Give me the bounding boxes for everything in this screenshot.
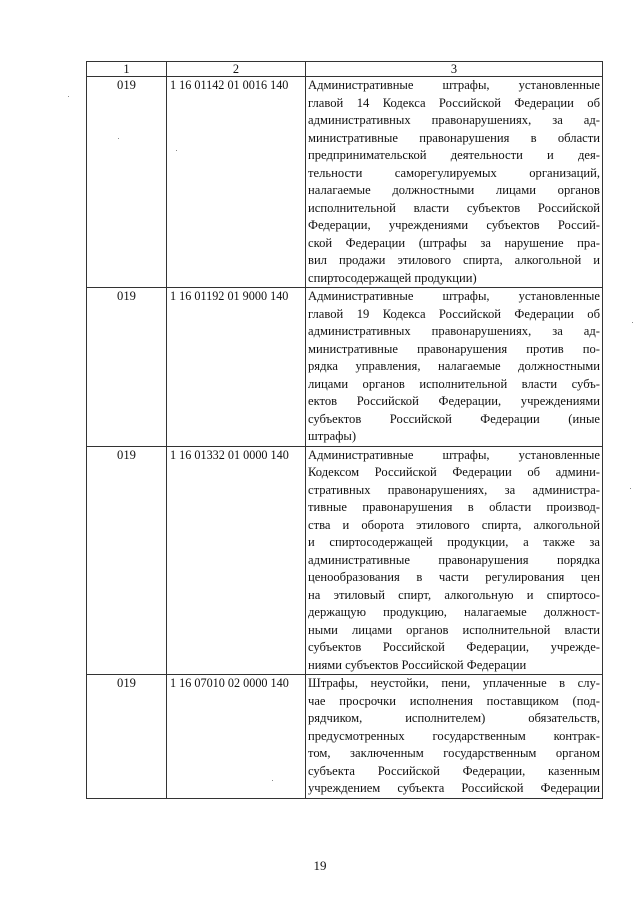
- table-header-row: [87, 62, 603, 77]
- description-line: штрафы): [308, 429, 357, 443]
- description-line: административных правонарушениях, за ад-: [308, 324, 600, 338]
- description-line: держащую продукцию, налагаемые должност-: [308, 605, 600, 619]
- description-line: тивные правонарушения в области производ-: [308, 500, 600, 514]
- description-line: ской Федерации (штрафы за нарушение пра-: [308, 235, 600, 250]
- description-line: рядчиком, исполнителем) обязательств,: [308, 711, 600, 725]
- description-cell: [306, 77, 603, 288]
- table-row: [87, 446, 603, 675]
- description-line: вил продажи этилового спирта, алкогольной и: [308, 253, 600, 267]
- description-line: чае просрочки исполнения поставщиком (под-: [308, 693, 600, 708]
- description-line: том, заключенным государственным органом: [308, 746, 600, 760]
- description-line: Федерации, учреждениями субъектов Россий-: [308, 218, 600, 232]
- description-line: главой 14 Кодекса Российской Федерации об: [308, 95, 600, 110]
- description-line: главой 19 Кодекса Российской Федерации об: [308, 306, 600, 321]
- description-line: лицами органов исполнительной власти субъ-: [308, 376, 600, 391]
- description-line: спиртосодержащей продукции): [308, 270, 477, 285]
- table-row: [87, 77, 603, 288]
- description-line: ными лицами органов исполнительной власти: [308, 622, 600, 637]
- description-line: административные правонарушения порядка: [308, 552, 600, 567]
- description-line: министративные правонарушения против по-: [308, 341, 600, 356]
- page-number: 19: [313, 858, 327, 873]
- kbk-code-cell: 1 16 01192 01 9000 140: [167, 288, 306, 447]
- kbk-code-cell: 1 16 01332 01 0000 140: [167, 446, 306, 675]
- description-line: ценообразования в части регулирования цен: [308, 570, 600, 584]
- header-col-2: 2: [167, 62, 306, 77]
- description-line: ства и оборота этилового спирта, алкогольной: [308, 517, 600, 532]
- description-line: ниями субъектов Российской Федерации: [308, 657, 527, 672]
- description-line: Административные штрафы, установленные: [308, 289, 600, 303]
- scan-speck: [176, 150, 177, 151]
- description-line: стративных правонарушениях, за администра-: [308, 482, 600, 497]
- description-line: субъекта Российской Федерации, казенным: [308, 763, 600, 778]
- description-line: административных правонарушениях, за ад-: [308, 113, 600, 127]
- scan-speck: [68, 96, 69, 97]
- admin-code-cell: 019: [87, 446, 167, 675]
- description-line: субъектов Российской Федерации, учрежде-: [308, 640, 600, 654]
- description-line: субъектов Российской Федерации (иные: [308, 411, 600, 426]
- scan-speck: [630, 488, 631, 489]
- scan-speck: [632, 322, 633, 323]
- description-line: тельности саморегулируемых организаций,: [308, 165, 600, 180]
- description-line: министративные правонарушения в области: [308, 130, 600, 145]
- description-line: Административные штрафы, установленные: [308, 78, 600, 92]
- description-line: рядка управления, налагаемые должностными: [308, 359, 600, 373]
- admin-code-cell: 019: [87, 675, 167, 799]
- scan-speck: [118, 138, 119, 139]
- description-line: Кодексом Российской Федерации об админи-: [308, 465, 600, 479]
- kbk-code-cell: 1 16 07010 02 0000 140: [167, 675, 306, 799]
- description-line: Штрафы, неустойки, пени, уплаченные в слу-: [308, 676, 600, 690]
- description-line: исполнительной власти субъектов Российской: [308, 200, 600, 215]
- budget-code-table: [86, 61, 603, 799]
- description-line: предусмотренных государственным контрак-: [308, 728, 600, 743]
- description-line: ектов Российской Федерации, учреждениями: [308, 394, 600, 408]
- admin-code-cell: 019: [87, 77, 167, 288]
- description-line: предпринимательской деятельности и дея-: [308, 148, 600, 162]
- description-line: Административные штрафы, установленные: [308, 447, 600, 462]
- kbk-code-cell: 1 16 01142 01 0016 140: [167, 77, 306, 288]
- description-line: на этиловый спирт, алкогольную и спиртосо-: [308, 587, 600, 602]
- header-col-1: 1: [87, 62, 167, 77]
- admin-code-cell: 019: [87, 288, 167, 447]
- description-line: налагаемые должностными лицами органов: [308, 183, 600, 197]
- table-row: [87, 288, 603, 447]
- description-cell: [306, 446, 603, 675]
- description-cell: [306, 675, 603, 799]
- description-cell: [306, 288, 603, 447]
- scan-speck: [272, 780, 273, 781]
- description-line: и спиртосодержащей продукции, а также за: [308, 535, 600, 549]
- description-line: учреждением субъекта Российской Федерации: [308, 781, 600, 795]
- header-col-3: 3: [306, 62, 603, 77]
- table-row: [87, 675, 603, 799]
